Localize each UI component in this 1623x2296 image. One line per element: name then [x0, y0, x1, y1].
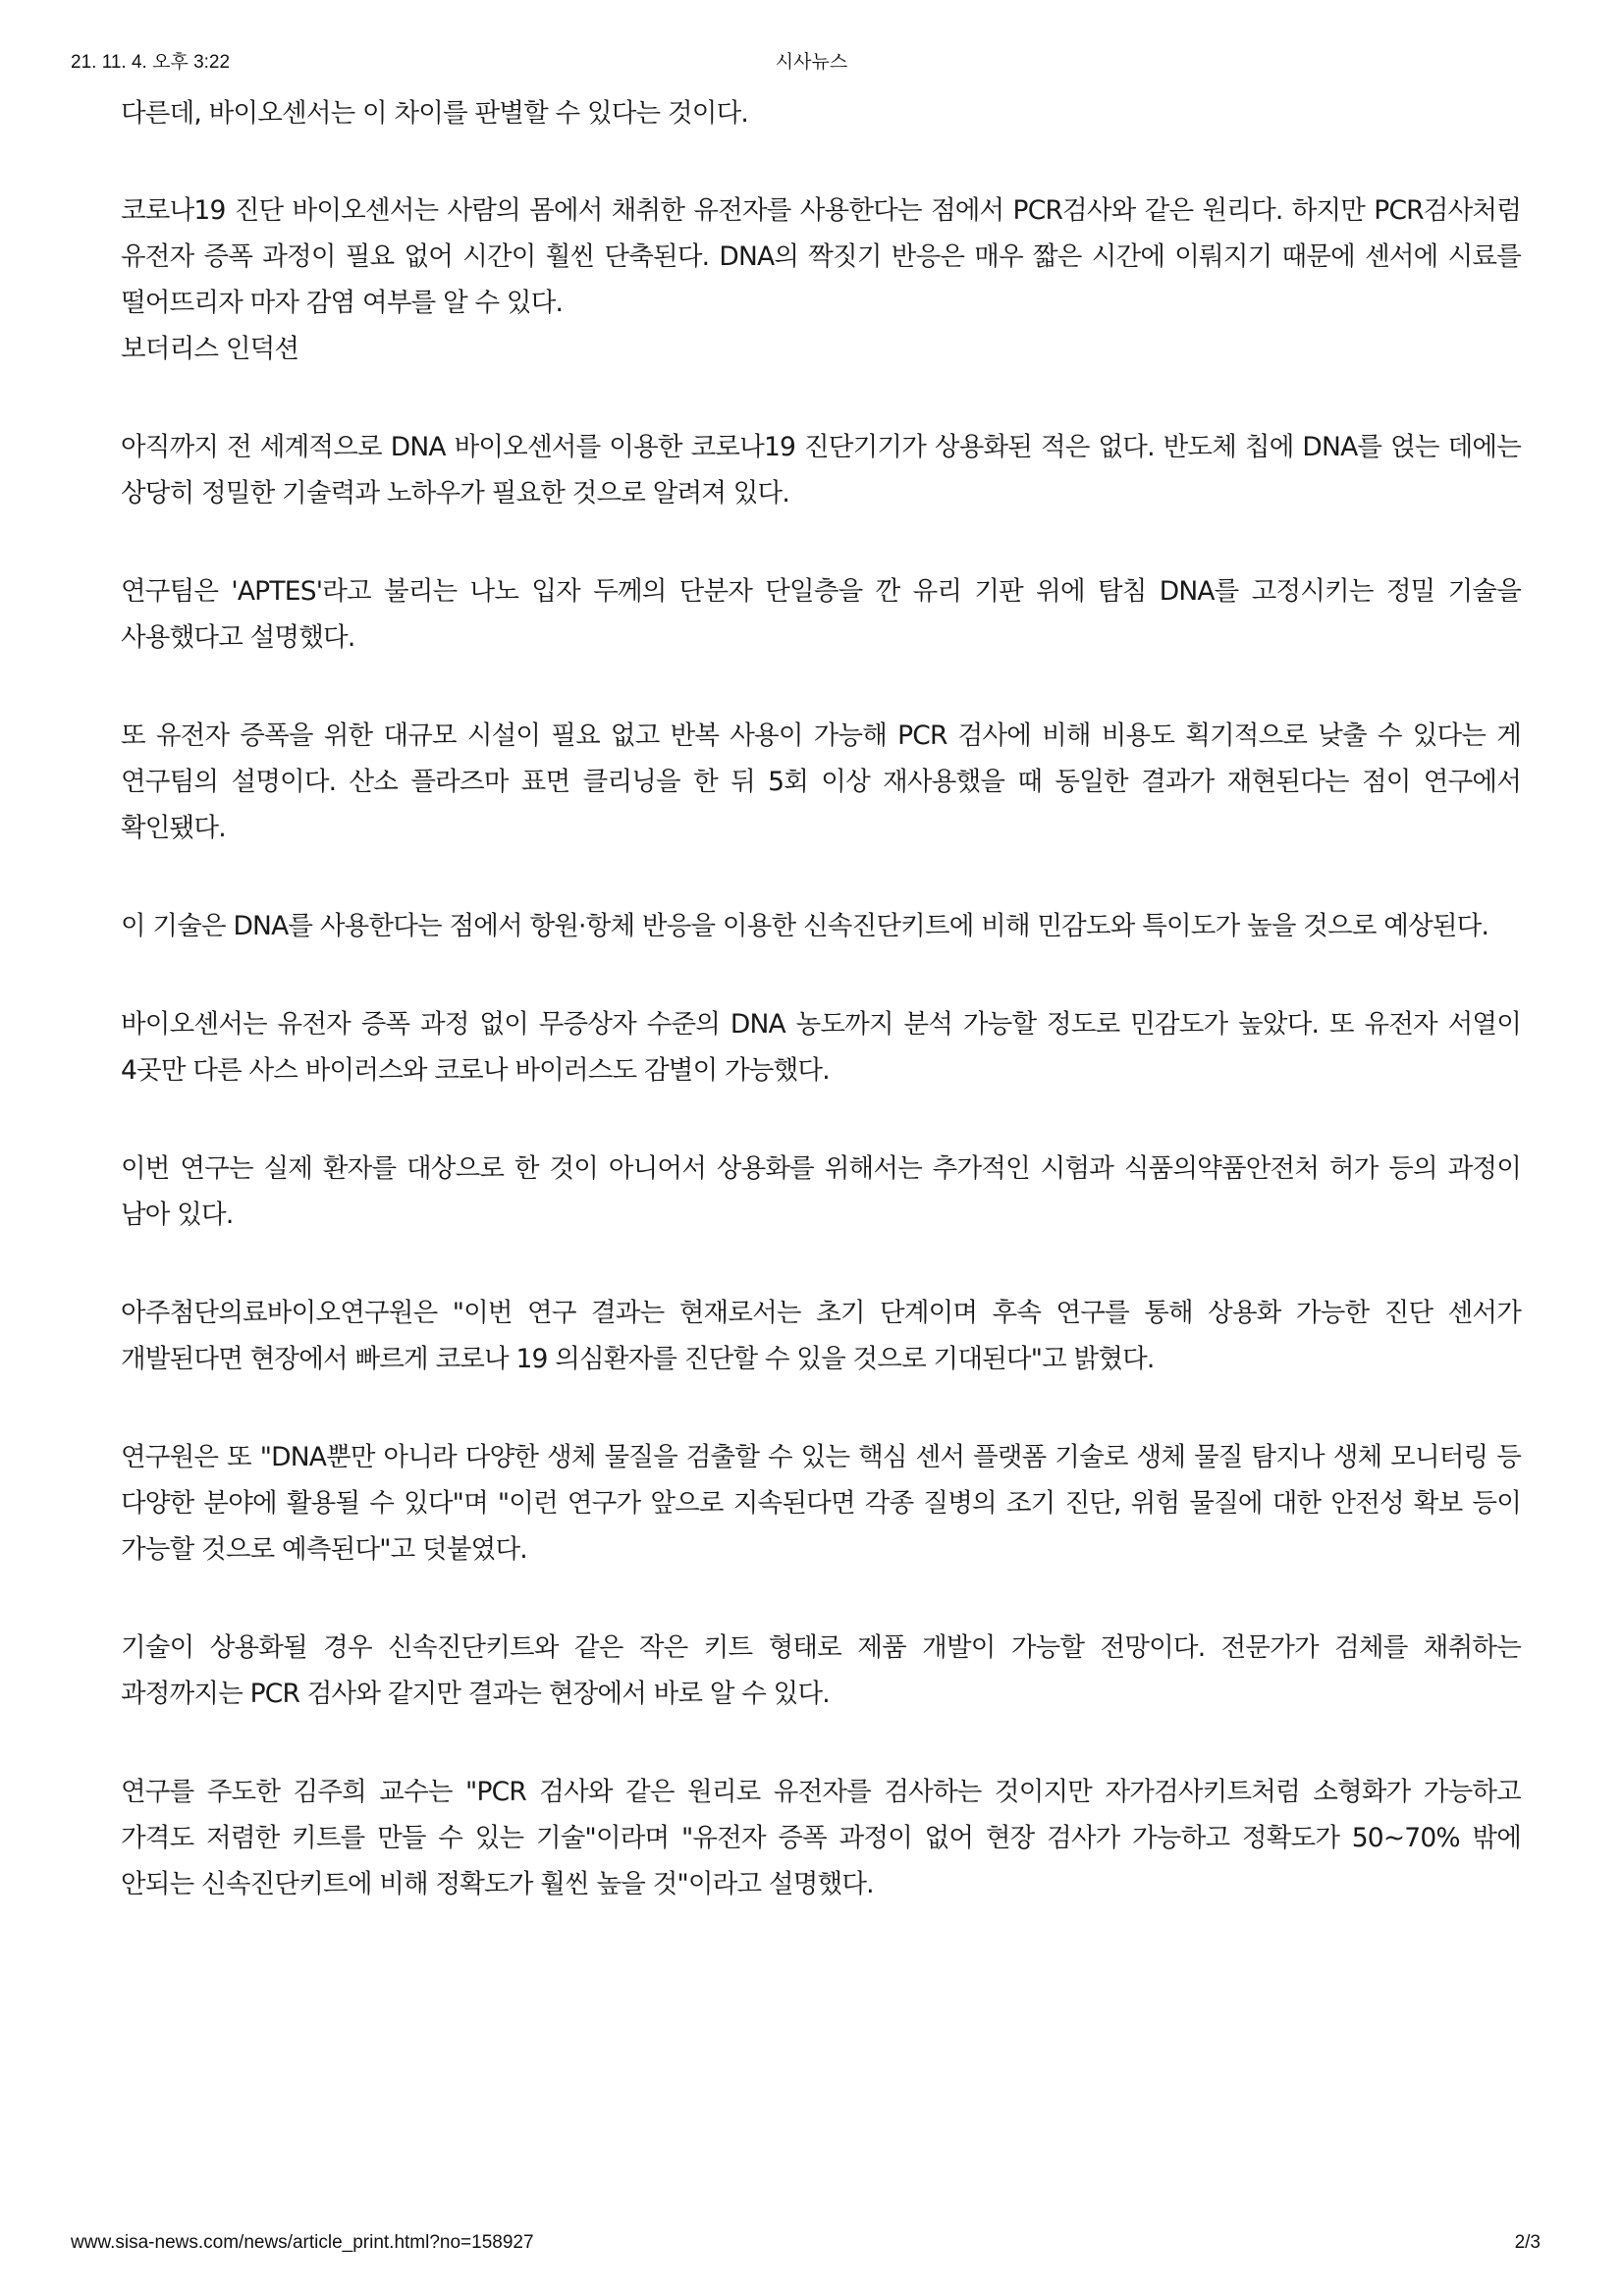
page-number: 2/3: [1514, 2232, 1541, 2253]
article-paragraph: 코로나19 진단 바이오센서는 사람의 몸에서 채취한 유전자를 사용한다는 점에서 PCR검사와 같은 원리다. 하지만 PCR검사처럼 유전자 증폭 과정이 필요 없어 시간이 훨씬 단축된다. DNA의 짝짓기 반응은 매우 짧은 시간에 이뤄지기 때문에 센서에 시료를 떨어뜨리자 마자 감염 여부를 알 수 있다.: [121, 195, 1521, 318]
article-paragraph: 기술이 상용화될 경우 신속진단키트와 같은 작은 키트 형태로 제품 개발이 가능할 전망이다. 전문가가 검체를 채취하는 과정까지는 PCR 검사와 같지만 결과는 현장에서 바로 알 수 있다.: [121, 1632, 1521, 1709]
print-datetime: 21. 11. 4. 오후 3:22: [71, 52, 231, 73]
article-body: [121, 90, 1521, 1959]
article-paragraph: 연구원은 또 "DNA뿐만 아니라 다양한 생체 물질을 검출할 수 있는 핵심 센서 플랫폼 기술로 생체 물질 탐지나 생체 모니터링 등 다양한 분야에 활용될 수 있다"며 "이런 연구가 앞으로 지속된다면 각종 질병의 조기 진단, 위험 물질에 대한 안전성 확보 등이 가능할 것으로 예측된다"고 덧붙였다.: [121, 1442, 1521, 1565]
article-paragraph: 아주첨단의료바이오연구원은 "이번 연구 결과는 현재로서는 초기 단계이며 후속 연구를 통해 상용화 가능한 진단 센서가 개발된다면 현장에서 빠르게 코로나 19 의심환자를 진단할 수 있을 것으로 기대된다"고 밝혔다.: [121, 1298, 1521, 1374]
article-paragraph: 다른데, 바이오센서는 이 차이를 판별할 수 있다는 것이다.: [121, 98, 748, 129]
article-paragraph: 이번 연구는 실제 환자를 대상으로 한 것이 아니어서 상용화를 위해서는 추가적인 시험과 식품의약품안전처 허가 등의 과정이 남아 있다.: [121, 1153, 1521, 1230]
article-ad-text: 보더리스 인덕션: [121, 334, 299, 364]
article-paragraph: 또 유전자 증폭을 위한 대규모 시설이 필요 없고 반복 사용이 가능해 PCR 검사에 비해 비용도 획기적으로 낮출 수 있다는 게 연구팀의 설명이다. 산소 플라즈마 표면 클리닝을 한 뒤 5회 이상 재사용했을 때 동일한 결과가 재현된다는 점이 연구에서 확인됐다.: [121, 721, 1521, 843]
site-name: 시사뉴스: [775, 52, 848, 73]
article-paragraph: 바이오센서는 유전자 증폭 과정 없이 무증상자 수준의 DNA 농도까지 분석 가능할 정도로 민감도가 높았다. 또 유전자 서열이 4곳만 다른 사스 바이러스와 코로나 바이러스도 감별이 가능했다.: [121, 1009, 1521, 1086]
article-paragraph: 이 기술은 DNA를 사용한다는 점에서 항원·항체 반응을 이용한 신속진단키트에 비해 민감도와 특이도가 높을 것으로 예상된다.: [121, 911, 1489, 941]
article-paragraph: 아직까지 전 세계적으로 DNA 바이오센서를 이용한 코로나19 진단기기가 상용화된 적은 없다. 반도체 칩에 DNA를 얹는 데에는 상당히 정밀한 기술력과 노하우가 필요한 것으로 알려져 있다.: [121, 432, 1521, 508]
print-url: www.sisa-news.com/news/article_print.html?no=158927: [71, 2232, 534, 2253]
article-paragraph: 연구팀은 'APTES'라고 불리는 나노 입자 두께의 단분자 단일층을 깐 유리 기판 위에 탐침 DNA를 고정시키는 정밀 기술을 사용했다고 설명했다.: [121, 576, 1521, 653]
article-paragraph: 연구를 주도한 김주희 교수는 "PCR 검사와 같은 원리로 유전자를 검사하는 것이지만 자가검사키트처럼 소형화가 가능하고 가격도 저렴한 키트를 만들 수 있는 기술"이라며 "유전자 증폭 과정이 없어 현장 검사가 가능하고 정확도가 50~70% 밖에 안되는 신속진단키트에 비해 정확도가 훨씬 높을 것"이라고 설명했다.: [121, 1777, 1521, 1899]
